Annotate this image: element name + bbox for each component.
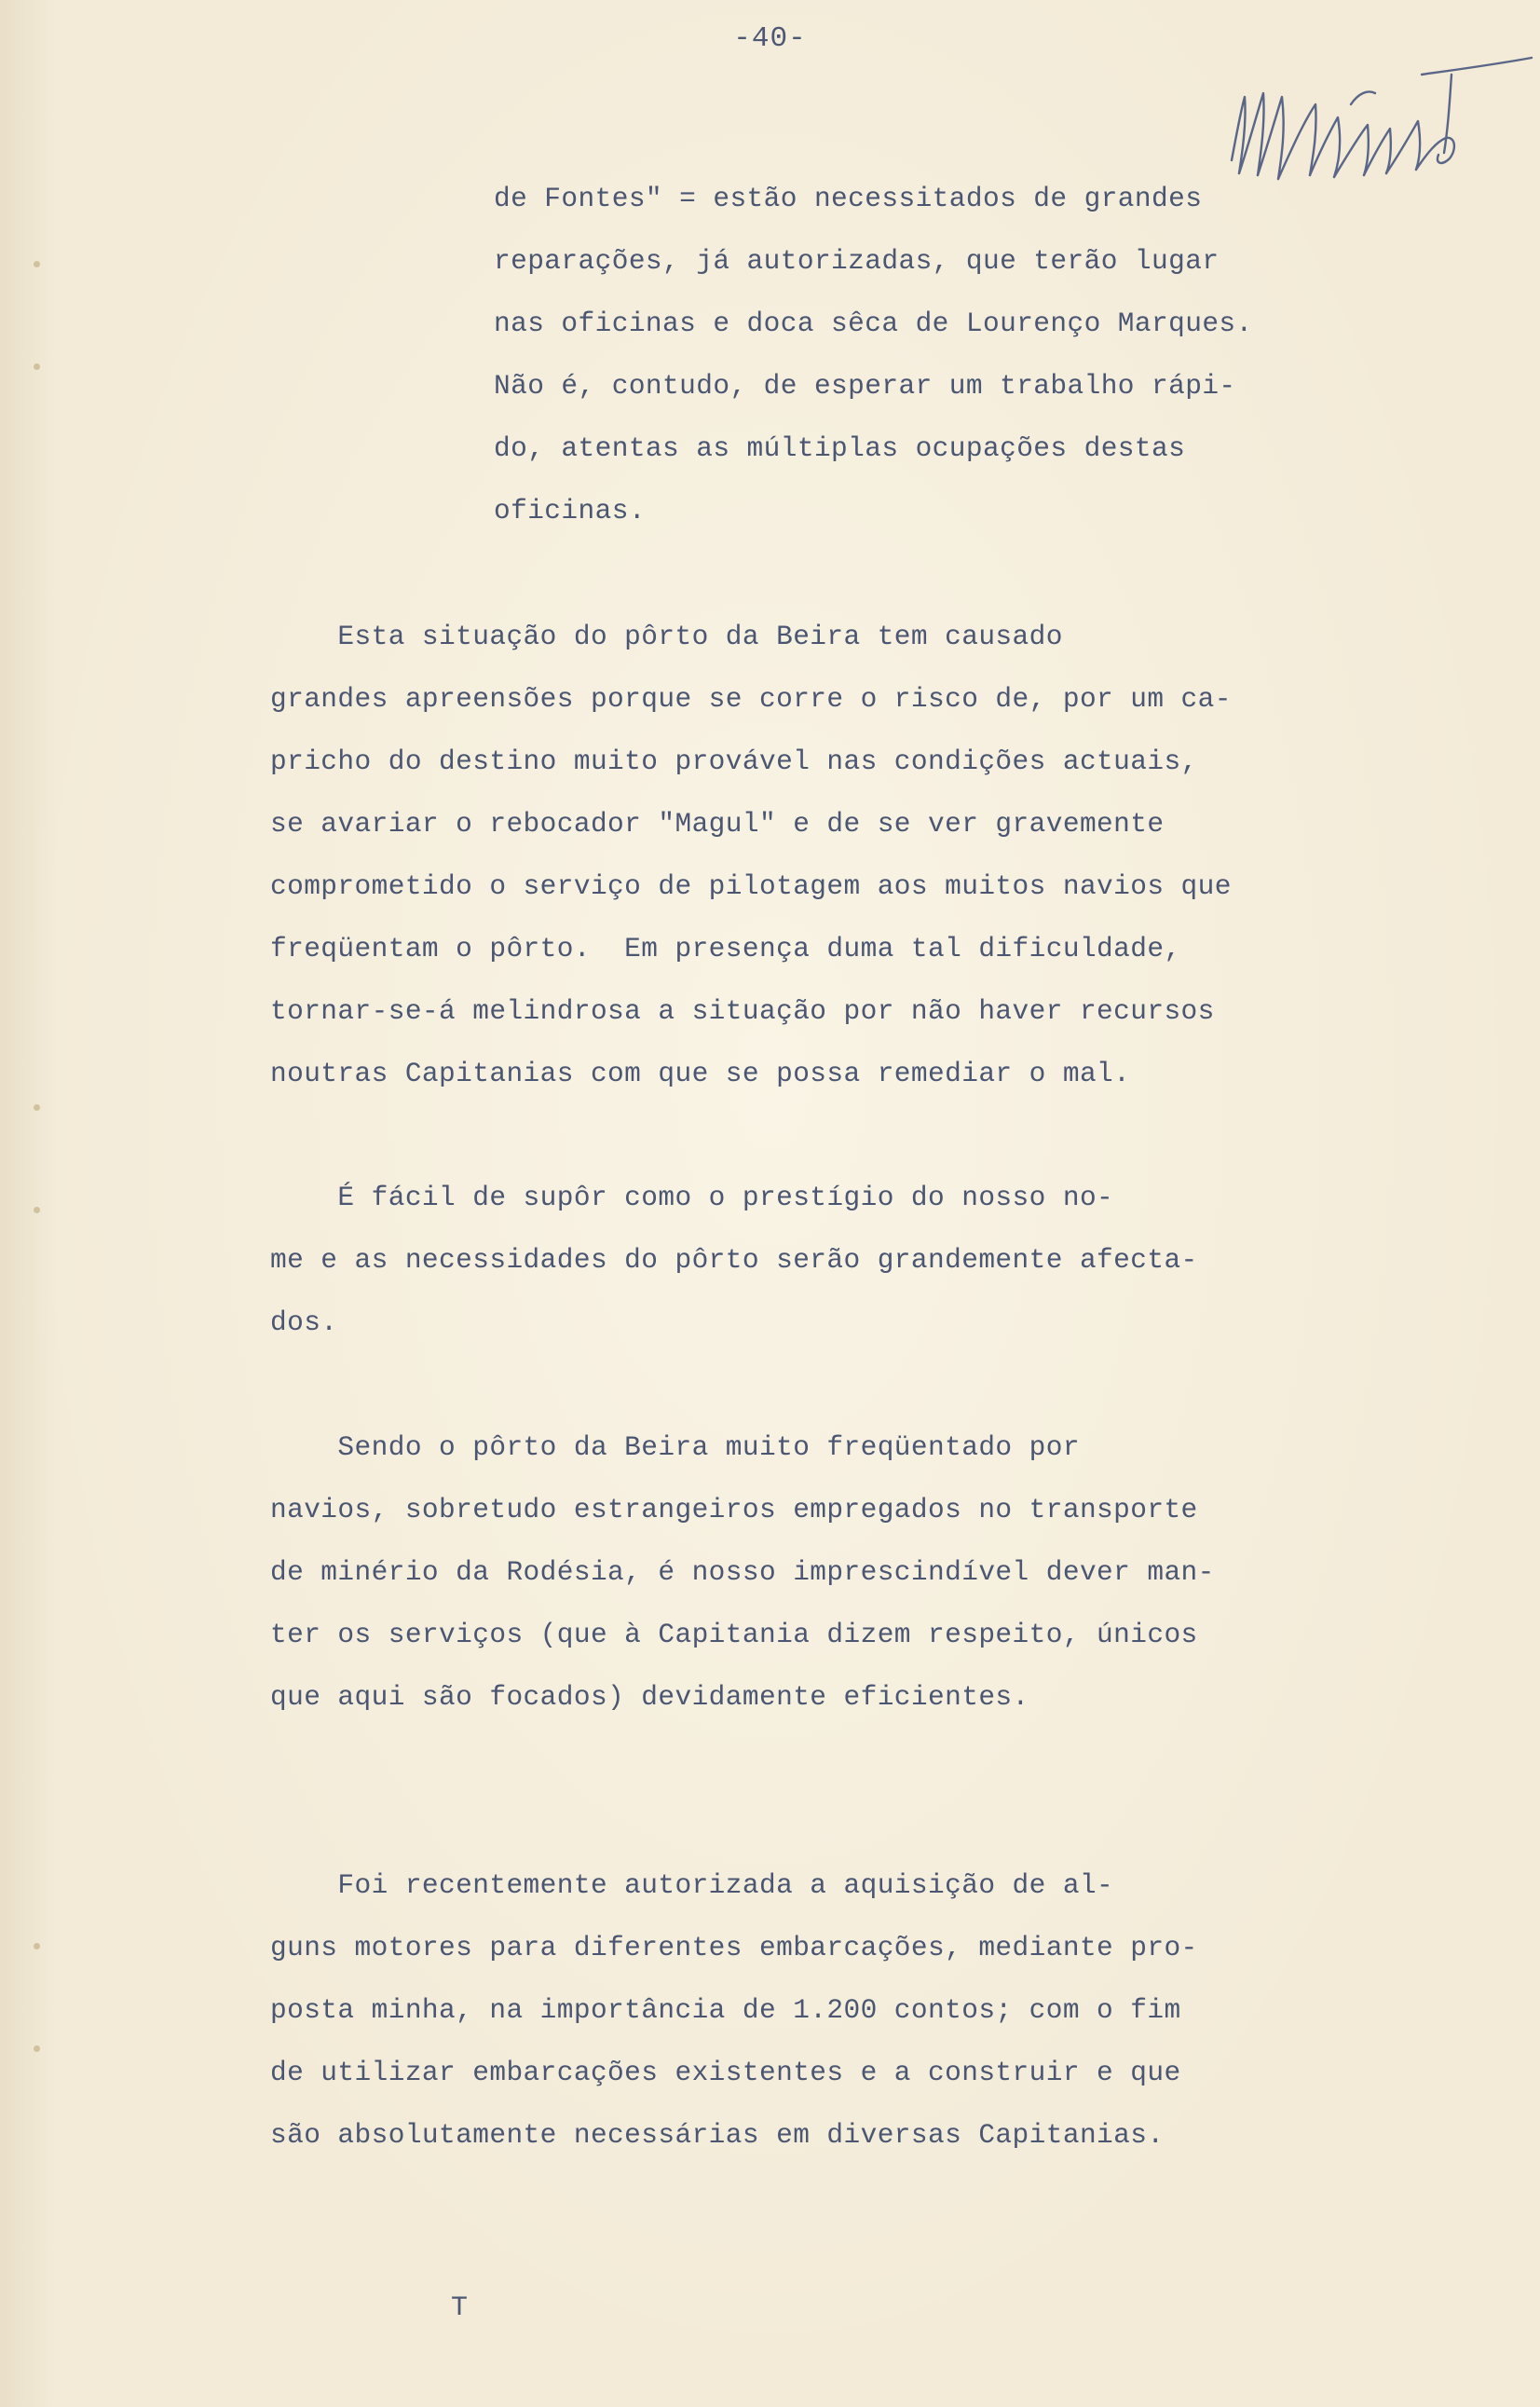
handwritten-signature	[1211, 56, 1537, 214]
text-line: que aqui são focados) devidamente eficientes.	[270, 1681, 1029, 1713]
text-line: grandes apreensões porque se corre o risco de, por um ca-	[270, 683, 1232, 715]
binding-hole	[34, 1207, 40, 1213]
binding-hole	[34, 1943, 40, 1949]
text-line: do, atentas as múltiplas ocupações destas	[494, 432, 1186, 464]
paragraph-2	[270, 606, 1232, 1105]
binding-hole	[34, 1104, 40, 1111]
binding-hole	[34, 363, 40, 370]
page-number: -40-	[733, 22, 807, 55]
text-line: freqüentam o pôrto. Em presença duma tal dificuldade,	[270, 933, 1181, 964]
text-line: navios, sobretudo estrangeiros empregados no transporte	[270, 1494, 1198, 1525]
paragraph-4	[270, 1416, 1215, 1729]
text-line: ter os serviços (que à Capitania dizem respeito, únicos	[270, 1619, 1198, 1650]
text-line: Não é, contudo, de esperar um trabalho rápi-	[494, 370, 1236, 402]
text-line: guns motores para diferentes embarcações, mediante pro-	[270, 1932, 1198, 1963]
paragraph-3	[270, 1167, 1198, 1354]
paragraph-5	[270, 1854, 1198, 2167]
binding-hole	[34, 261, 40, 267]
text-line: É fácil de supôr como o prestígio do nosso no-	[270, 1182, 1114, 1213]
text-line: se avariar o rebocador "Magul" e de se ver gravemente	[270, 808, 1165, 840]
footer-mark: T	[451, 2292, 469, 2324]
text-line: Esta situação do pôrto da Beira tem causado	[270, 621, 1063, 652]
text-line: são absolutamente necessárias em diversas Capitanias.	[270, 2119, 1165, 2151]
text-line: comprometido o serviço de pilotagem aos muitos navios que	[270, 870, 1232, 902]
text-line: Foi recentemente autorizada a aquisição de al-	[270, 1869, 1114, 1901]
text-line: nas oficinas e doca sêca de Lourenço Marques.	[494, 308, 1253, 339]
text-line: reparações, já autorizadas, que terão lugar	[494, 245, 1220, 277]
text-line: Sendo o pôrto da Beira muito freqüentado por	[270, 1431, 1080, 1463]
text-line: dos.	[270, 1306, 338, 1338]
binding-hole	[34, 2045, 40, 2052]
text-line: de Fontes" = estão necessitados de grandes	[494, 183, 1203, 214]
text-line: me e as necessidades do pôrto serão grandemente afecta-	[270, 1244, 1198, 1276]
text-line: posta minha, na importância de 1.200 contos; com o fim	[270, 1994, 1181, 2026]
paragraph-1	[494, 168, 1253, 542]
text-line: noutras Capitanias com que se possa remediar o mal.	[270, 1058, 1131, 1089]
text-line: de minério da Rodésia, é nosso imprescindível dever man-	[270, 1556, 1215, 1588]
text-line: pricho do destino muito provável nas condições actuais,	[270, 745, 1198, 777]
text-line: oficinas.	[494, 495, 646, 527]
text-line: tornar-se-á melindrosa a situação por não haver recursos	[270, 995, 1215, 1027]
text-line: de utilizar embarcações existentes e a construir e que	[270, 2057, 1181, 2088]
